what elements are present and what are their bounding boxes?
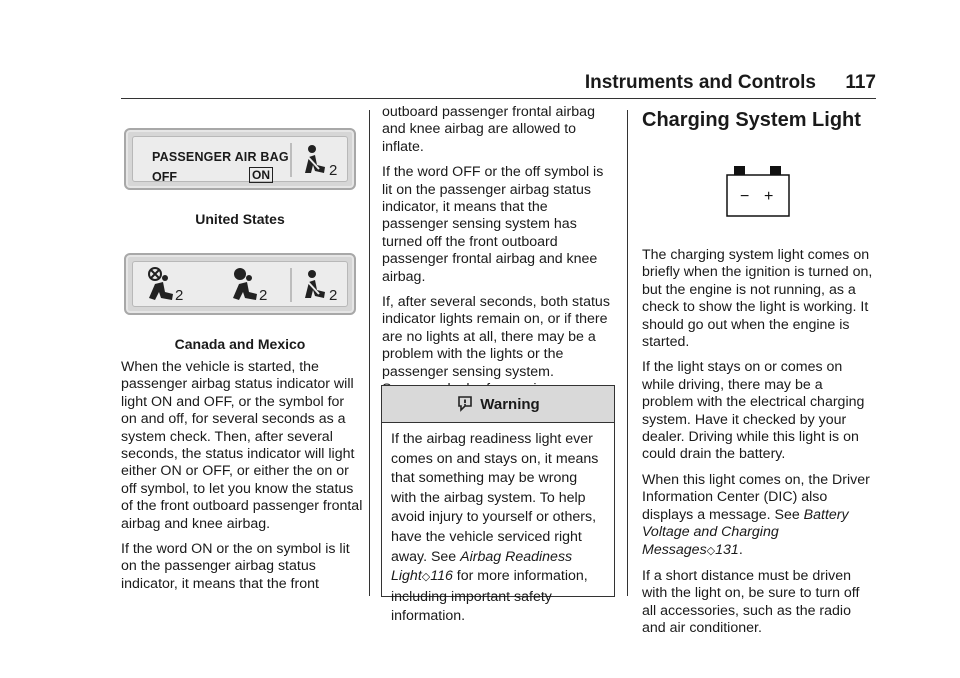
plus-sign: + <box>764 188 774 205</box>
seat-number: 2 <box>329 162 338 179</box>
paragraph <box>642 472 876 560</box>
paragraph: If the word OFF or the off symbol is lit on the passenger airbag status indicator, it means that the passenger sensing system has turned off the front outboard passenger frontal airbag and knee airbag. <box>382 164 604 285</box>
page-number: 117 <box>845 72 876 93</box>
page-header <box>0 72 876 96</box>
seat-number: 2 <box>259 287 268 304</box>
warning-text: for more information, including important safety information. <box>391 568 588 625</box>
canada-airbag-status-panel <box>124 253 356 315</box>
paragraph: If, after several seconds, both status indicator lights remain on, or if there are no lights at all, there may be a problem with the lights or the passenger sensing system. <box>382 294 610 380</box>
seatbelt-passenger-icon <box>299 268 349 304</box>
section-title: Charging System Light <box>642 109 861 131</box>
paragraph: When the vehicle is started, the passenger airbag status indicator will light ON and OFF, or the symbol for on and off, for several seconds as a system check. Then, after several seconds, the status indicator will light either ON or OFF, or either the on or off symbol, to let you know the status of the front outboard passenger frontal airbag and knee airbag. <box>121 359 363 532</box>
warning-body <box>382 423 614 627</box>
column-3-text <box>642 247 876 646</box>
warning-title: Warning <box>480 395 540 413</box>
passenger-air-bag-label: PASSENGER AIR BAG <box>152 150 289 164</box>
warning-box <box>381 385 615 625</box>
panel-divider <box>290 143 292 177</box>
us-airbag-status-panel <box>124 128 356 190</box>
warning-icon <box>456 395 474 413</box>
airbag-on-icon <box>227 266 277 304</box>
page-ref[interactable]: 116 <box>430 568 453 585</box>
column-2-text <box>382 104 614 407</box>
on-label: ON <box>249 167 273 183</box>
header-rule <box>121 98 876 99</box>
panel-face <box>132 136 348 182</box>
airbag-off-icon <box>143 266 193 304</box>
page-ref-icon: ◇ <box>706 544 716 557</box>
paragraph: If the light stays on or comes on while driving, there may be a problem with the electrical charging system. Have it checked by your dealer. Driving while this light is on could drain the battery. <box>642 359 865 463</box>
minus-sign: − <box>740 188 750 205</box>
column-divider <box>627 110 628 596</box>
seat-number: 2 <box>329 287 338 304</box>
page-ref[interactable]: 131 <box>715 541 739 558</box>
header-section-title: Instruments and Controls <box>584 72 816 93</box>
warning-header <box>382 386 614 423</box>
airbag-readiness-link[interactable]: Airbag Readiness Light <box>391 548 573 585</box>
seat-number: 2 <box>175 287 184 304</box>
paragraph: outboard passenger frontal airbag and knee airbag are allowed to inflate. <box>382 104 595 155</box>
panel-face <box>132 261 348 307</box>
figure-caption-us: United States <box>195 211 285 227</box>
off-label: OFF <box>152 170 177 184</box>
warning-text: If the airbag readiness light ever comes on and stays on, it means that something may be wrong with the airbag system. To help avoid injury to yourself or others, have the vehicle serviced right away. See <box>391 431 599 565</box>
paragraph: If the word ON or the on symbol is lit on the passenger airbag status indicator, it means that the front <box>121 541 350 592</box>
paragraph-text: . <box>738 541 743 558</box>
battery-voltage-link[interactable]: Battery Voltage and Charging Messages <box>642 506 849 558</box>
seatbelt-passenger-icon <box>299 143 349 179</box>
battery-icon <box>726 166 790 218</box>
page-ref-icon: ◇ <box>421 571 431 584</box>
panel-divider <box>290 268 292 302</box>
column-1-text <box>121 359 363 601</box>
paragraph-text: When this light comes on, the Driver Information Center (DIC) also displays a message. See <box>642 471 870 523</box>
figure-caption-canada: Canada and Mexico <box>174 336 306 352</box>
paragraph: If a short distance must be driven with the light on, be sure to turn off all accessories, such as the radio and air conditioner. <box>642 567 860 637</box>
column-divider <box>369 110 370 596</box>
paragraph: The charging system light comes on briefly when the ignition is turned on, but the engine is not running, as a check to show the light is working. It should go out when the engine is started. <box>642 247 873 351</box>
